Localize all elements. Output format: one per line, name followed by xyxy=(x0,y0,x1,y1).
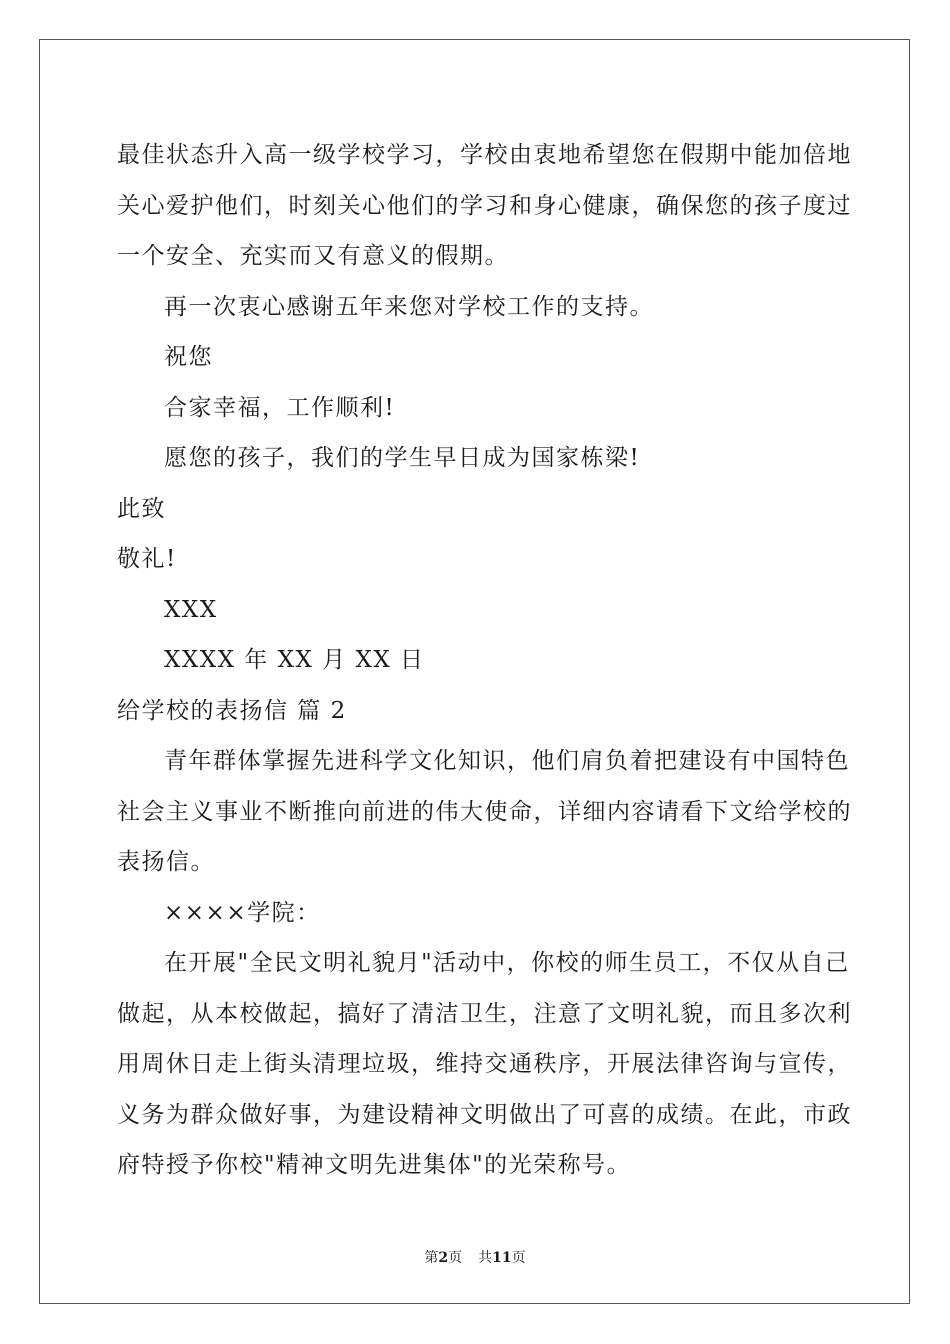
text-line: 在开展"全民文明礼貌月"活动中，你校的师生员工，不仅从自己 xyxy=(164,950,850,976)
closing-line: 此致 xyxy=(117,495,166,522)
text-line: 表扬信。 xyxy=(117,849,215,875)
total-suffix: 页 xyxy=(511,1250,526,1266)
wish-line: 愿您的孩子，我们的学生早日成为国家栋梁! xyxy=(164,445,641,471)
total-pages: 11 xyxy=(492,1250,512,1266)
text-line: 义务为群众做好事，为建设精神文明做出了可喜的成绩。在此，市政 xyxy=(117,1101,852,1128)
text-line: 一个安全、充实而又有意义的假期。 xyxy=(117,243,509,269)
total-prefix: 共 xyxy=(478,1250,493,1266)
section-heading: 给学校的表扬信 篇 2 xyxy=(117,697,347,724)
text-line: 做起，从本校做起，搞好了清洁卫生，注意了文明礼貌，而且多次利 xyxy=(117,1000,852,1027)
salutation-line: 祝您 xyxy=(164,344,213,370)
text-line: 用周休日走上街头清理垃圾，维持交通秩序，开展法律咨询与宣传， xyxy=(117,1051,852,1077)
text-line: 府特授予你校"精神文明先进集体"的光荣称号。 xyxy=(117,1152,632,1178)
page-footer xyxy=(0,1247,950,1267)
page-suffix: 页 xyxy=(448,1250,463,1266)
date-line: XXXX 年 XX 月 XX 日 xyxy=(164,647,425,673)
text-line: 关心爱护他们，时刻关心他们的学习和身心健康，确保您的孩子度过 xyxy=(117,192,852,219)
text-line: 社会主义事业不断推向前进的伟大使命，详细内容请看下文给学校的 xyxy=(117,798,852,825)
wish-line: 合家幸福，工作顺利! xyxy=(164,394,396,421)
text-line: 最佳状态升入高一级学校学习，学校由衷地希望您在假期中能加倍地 xyxy=(117,142,852,168)
text-line: 再一次衷心感谢五年来您对学校工作的支持。 xyxy=(164,293,654,320)
closing-line: 敬礼! xyxy=(117,546,177,572)
addressee-line: ××××学院： xyxy=(164,899,321,926)
page-number: 2 xyxy=(438,1250,449,1266)
signature-line: XXX xyxy=(164,596,218,623)
text-line: 青年群体掌握先进科学文化知识，他们肩负着把建设有中国特色 xyxy=(164,748,850,774)
document-body xyxy=(117,130,852,1191)
page-prefix: 第 xyxy=(424,1250,439,1266)
